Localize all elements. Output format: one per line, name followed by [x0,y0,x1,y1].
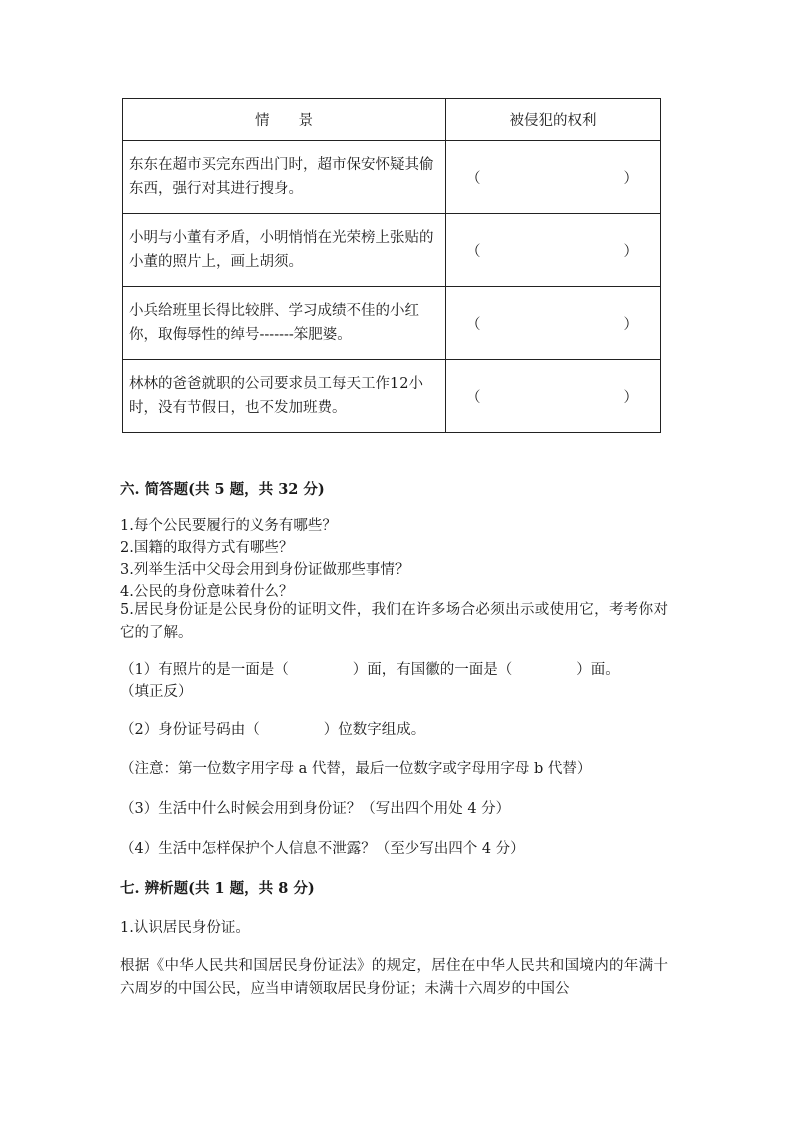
scene-cell: 东东在超市买完东西出门时，超市保安怀疑其偷东西，强行对其进行搜身。 [123,141,446,214]
question-3: 3.列举生活中父母会用到身份证做那些事情？ [120,562,410,578]
open-paren: （ [466,389,481,406]
sub2-text-b: ）位数字组成。 [323,722,426,738]
rights-table [122,98,661,433]
answer-cell[interactable] [446,287,661,360]
answer-cell[interactable] [446,141,661,214]
sub2-text-a: （2）身份证号码由（ [120,722,260,738]
header-scene: 情 景 [123,99,446,141]
question-1: 1.每个公民要履行的义务有哪些？ [120,518,337,534]
close-paren: ） [623,316,638,333]
sub-question-1 [120,659,680,681]
sub-question-4: （4）生活中怎样保护个人信息不泄露？（至少写出四个 4 分） [120,841,525,857]
table-header-row [123,99,661,141]
sub1-hint: （填正反） [120,684,193,700]
table-row [123,141,661,214]
header-violated-right: 被侵犯的权利 [446,99,661,141]
scene-cell: 小兵给班里长得比较胖、学习成绩不佳的小红你，取侮辱性的绰号-------笨肥婆。 [123,287,446,360]
sub-question-3: （3）生活中什么时候会用到身份证？（写出四个用处 4 分） [120,801,511,817]
close-paren: ） [623,170,638,187]
answer-cell[interactable] [446,360,661,433]
table-row [123,360,661,433]
question-2: 2.国籍的取得方式有哪些？ [120,540,294,556]
open-paren: （ [466,316,481,333]
table-row [123,214,661,287]
sub1-text-c: ）面。 [576,662,620,678]
sub1-text-b: ）面，有国徽的一面是（ [352,662,513,678]
section7-question-1: 1.认识居民身份证。 [120,920,250,936]
section7-paragraph: 根据《中华人民共和国居民身份证法》的规定，居住在中华人民共和国境内的年满十六周岁的中国公民，应当申请领取居民身份证；未满十六周岁的中国公 [120,958,668,997]
scene-cell: 小明与小董有矛盾，小明悄悄在光荣榜上张贴的小董的照片上，画上胡须。 [123,214,446,287]
section6-title: 六. 简答题(共 5 题，共 32 分) [120,481,325,498]
open-paren: （ [466,170,481,187]
table-row [123,287,661,360]
close-paren: ） [623,243,638,260]
close-paren: ） [623,389,638,406]
open-paren: （ [466,243,481,260]
section7-title: 七. 辨析题(共 1 题，共 8 分) [120,880,315,897]
question-4: 4.公民的身份意味着什么？ [120,584,294,600]
answer-cell[interactable] [446,214,661,287]
sub-question-2 [120,719,680,741]
note-line: （注意：第一位数字用字母 a 代替，最后一位数字或字母用字母 b 代替） [120,761,592,777]
question-5: 5.居民身份证是公民身份的证明文件，我们在许多场合必须出示或使用它，考考你对它的了解。 [120,602,668,641]
sub1-text-a: （1）有照片的是一面是（ [120,662,289,678]
scene-cell: 林林的爸爸就职的公司要求员工每天工作12小时，没有节假日，也不发加班费。 [123,360,446,433]
